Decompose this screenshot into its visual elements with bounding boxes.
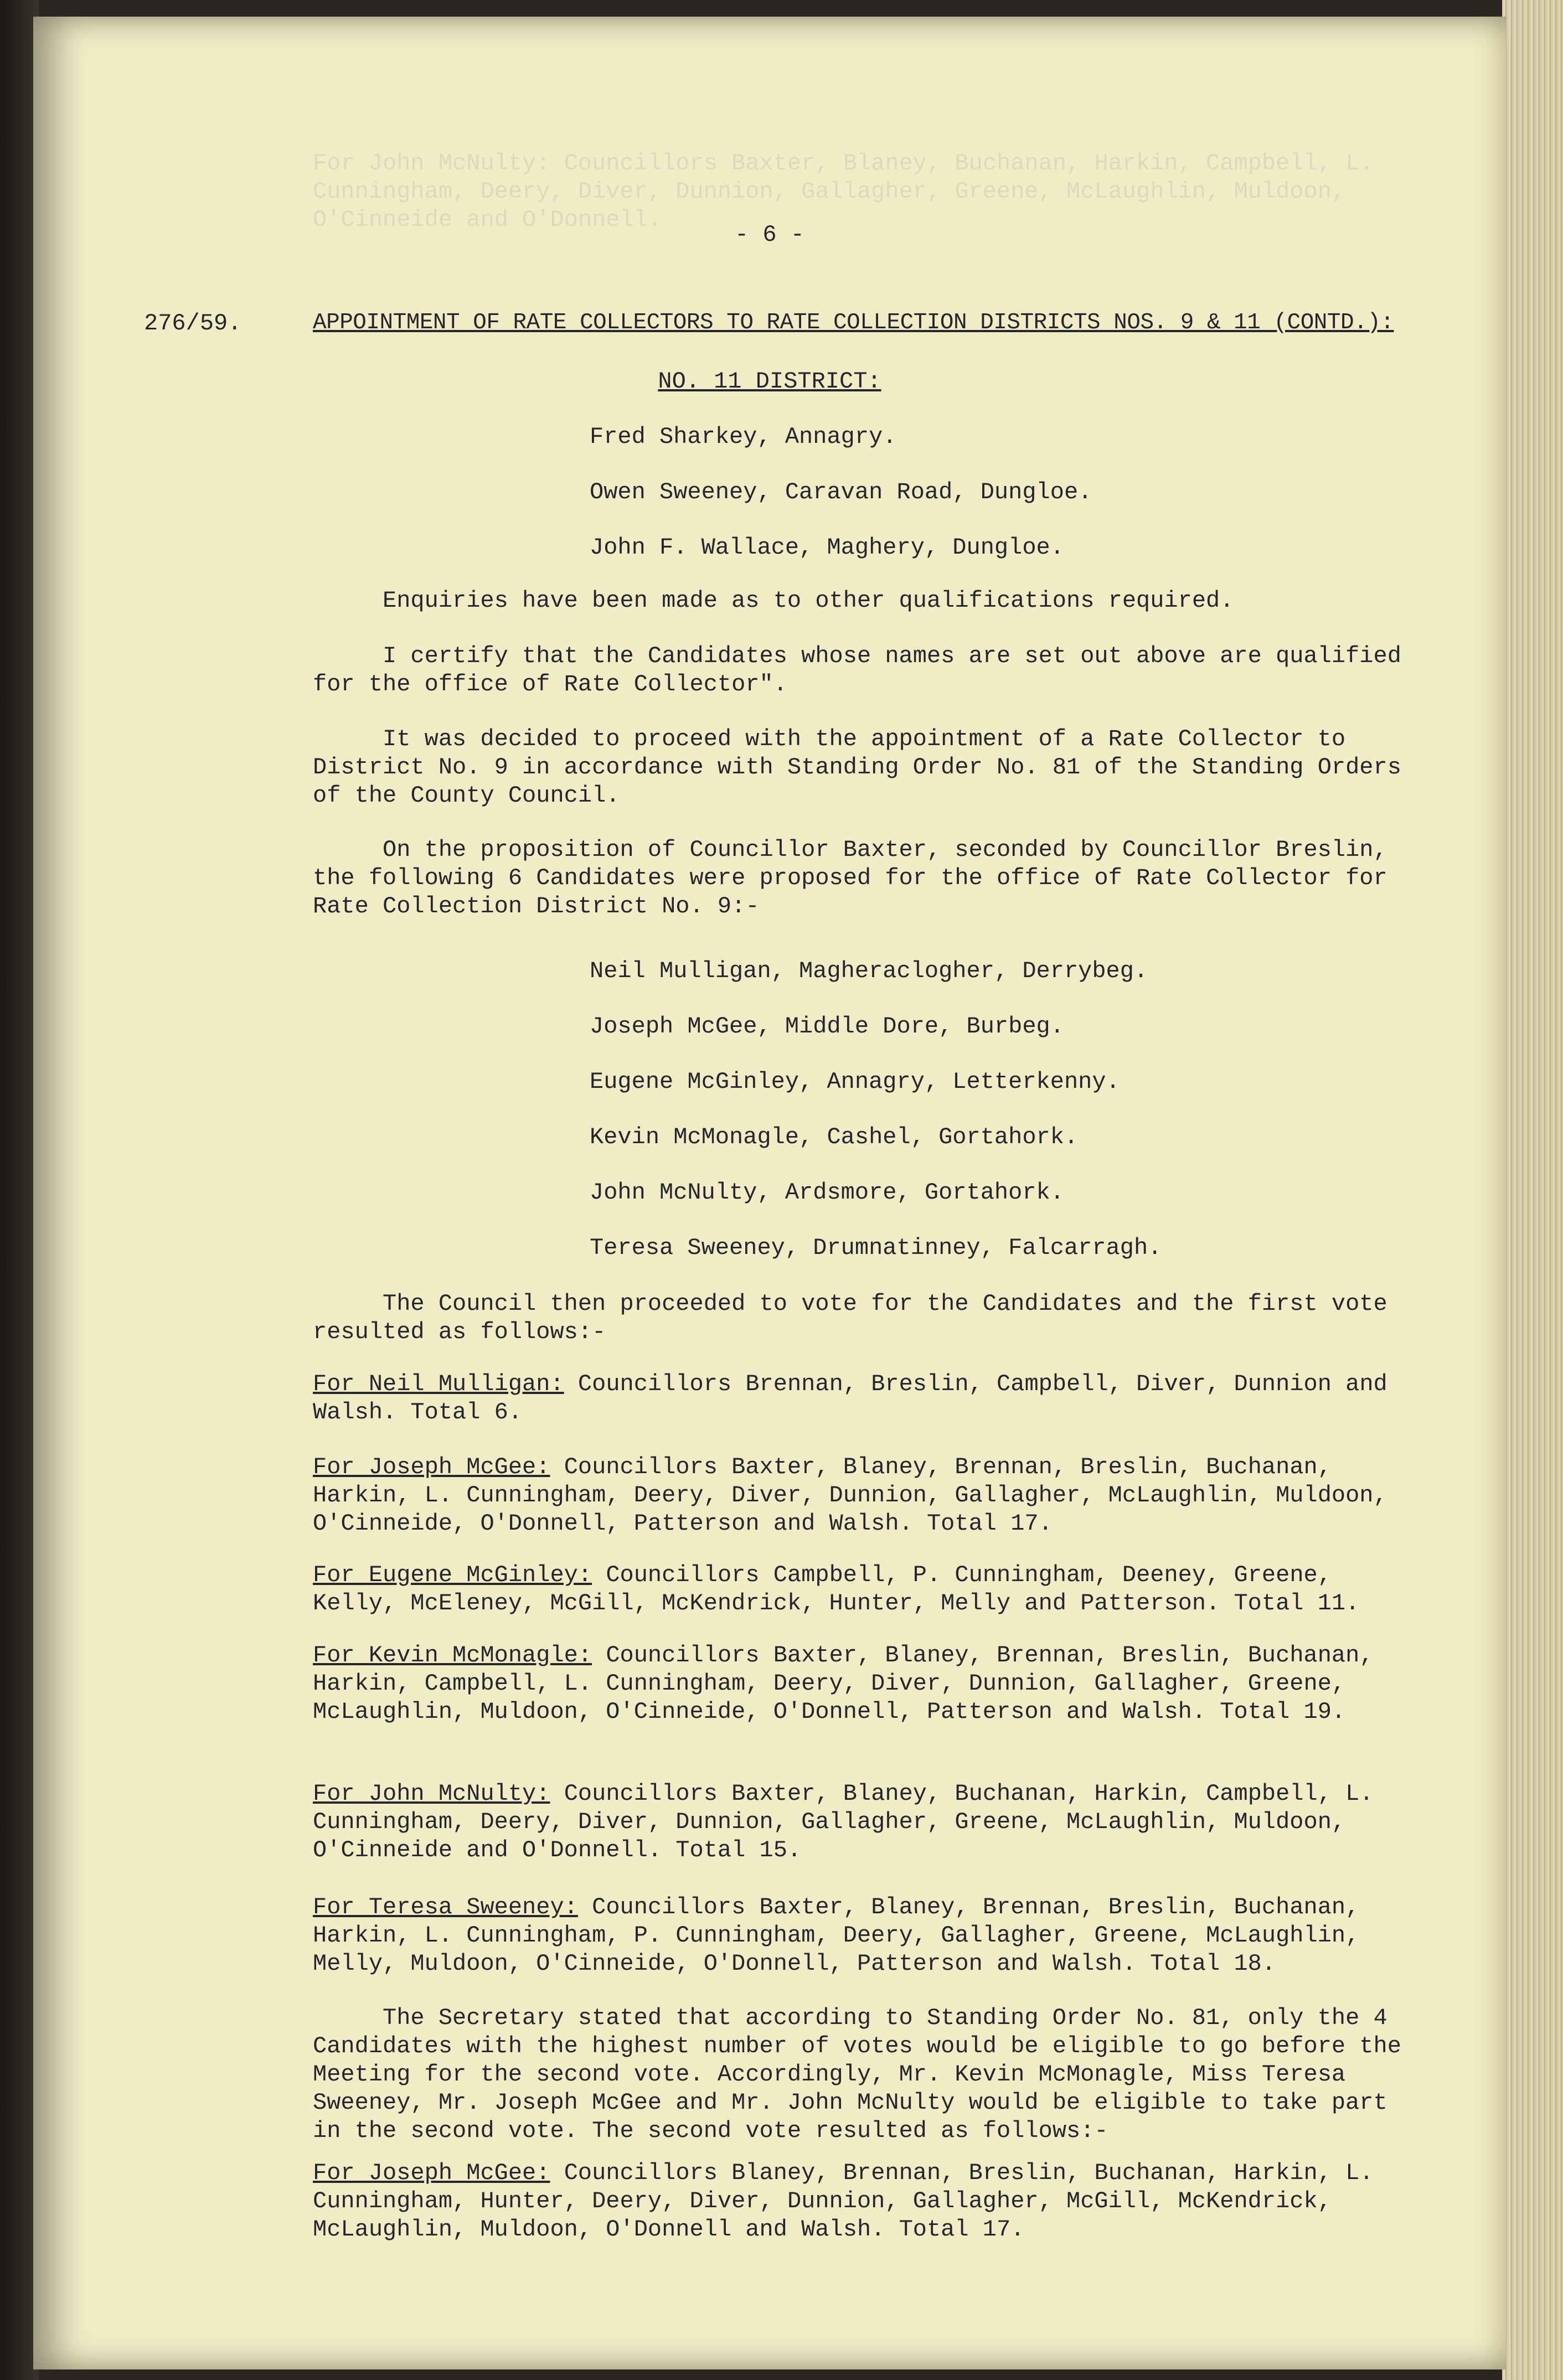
page-number: - 6 -: [734, 221, 805, 248]
district9-candidate: Joseph McGee, Middle Dore, Burbeg.: [590, 1013, 1064, 1040]
district9-candidate: Teresa Sweeney, Drumnatinney, Falcarragh.: [590, 1235, 1162, 1261]
vote-label: For Teresa Sweeney:: [313, 1894, 578, 1920]
vote-label: For Eugene McGinley:: [313, 1562, 592, 1588]
vote-entry: For Eugene McGinley: Councillors Campbell, P. Cunningham, Deeney, Greene, Kelly, McEleney, McGill, McKendrick, Hunter, Melly and Patterson. Total 11.: [313, 1562, 1360, 1617]
page-edges: [1502, 0, 1563, 2380]
vote-label: For John McNulty:: [313, 1780, 550, 1807]
district9-candidate: Eugene McGinley, Annagry, Letterkenny.: [590, 1068, 1120, 1095]
vote-label: For Joseph McGee:: [313, 2160, 550, 2186]
show-through-text: For John McNulty: Councillors Baxter, Blaney, Buchanan, Harkin, Campbell, L. Cunningham, Deery, Diver, Dunnion, Gallagher, Greene, McLaughlin, Muldoon, O'Cinneide and O'Donnell.: [313, 150, 1374, 233]
decided-paragraph: It was decided to proceed with the appointment of a Rate Collector to District No. 9 in accordance with Standing Order No. 81 of the Standing Orders of the County Council.: [313, 726, 1401, 809]
council-vote-paragraph: The Council then proceeded to vote for the Candidates and the first vote resulted as follows:-: [313, 1290, 1387, 1345]
certify-paragraph: I certify that the Candidates whose names are set out above are qualified for the office of Rate Collector".: [313, 643, 1401, 698]
district9-candidate: Neil Mulligan, Magheraclogher, Derrybeg.: [590, 958, 1148, 984]
district9-candidate: Kevin McMonagle, Cashel, Gortahork.: [590, 1124, 1079, 1150]
district11-candidate: John F. Wallace, Maghery, Dungloe.: [590, 534, 1064, 561]
vote-entry: For Joseph McGee: Councillors Baxter, Blaney, Brennan, Breslin, Buchanan, Harkin, L. Cunningham, Deery, Diver, Dunnion, Gallagher, McLaughlin, Muldoon, O'Cinneide, O'Donnell, Patterson and Walsh. Total 17.: [313, 1454, 1387, 1537]
district9-candidate: John McNulty, Ardsmore, Gortahork.: [590, 1179, 1064, 1206]
vote-label: For Neil Mulligan:: [313, 1371, 564, 1397]
document-page: [33, 17, 1506, 2369]
section-heading: APPOINTMENT OF RATE COLLECTORS TO RATE COLLECTION DISTRICTS NOS. 9 & 11 (CONTD.):: [313, 310, 1394, 335]
district11-candidate: Fred Sharkey, Annagry.: [590, 424, 897, 450]
enquiries-paragraph: Enquiries have been made as to other qualifications required.: [383, 587, 1234, 614]
secretary-paragraph: The Secretary stated that according to Standing Order No. 81, only the 4 Candidates with the highest number of votes would be eligible to go before the Meeting for the second vote. Accordingly, Mr. Kevin McMonagle, Miss Teresa Sweeney, Mr. Joseph McGee and Mr. John McNulty would be eligible to take part in the second vote. The second vote resulted as follows:-: [313, 2005, 1401, 2144]
proposition-paragraph: On the proposition of Councillor Baxter, seconded by Councillor Breslin, the following 6 Candidates were proposed for the office of Rate Collector for Rate Collection District No. 9:-: [313, 837, 1387, 920]
vote-entry: For Neil Mulligan: Councillors Brennan, Breslin, Campbell, Diver, Dunnion and Walsh. Total 6.: [313, 1371, 1387, 1426]
district11-candidate: Owen Sweeney, Caravan Road, Dungloe.: [590, 479, 1092, 505]
vote-label: For Kevin McMonagle:: [313, 1642, 592, 1669]
vote-entry: For Joseph McGee: Councillors Blaney, Brennan, Breslin, Buchanan, Harkin, L. Cunningham, Hunter, Deery, Diver, Dunnion, Gallagher, McGill, McKendrick, McLaughlin, Muldoon, O'Donnell and Walsh. Total 17.: [313, 2160, 1374, 2243]
vote-entry: For Kevin McMonagle: Councillors Baxter, Blaney, Brennan, Breslin, Buchanan, Harkin, Campbell, L. Cunningham, Deery, Diver, Dunnion, Gallagher, Greene, McLaughlin, Muldoon, O'Cinneide, O'Donnell, Patterson and Walsh. Total 19.: [313, 1642, 1374, 1725]
vote-entry: For John McNulty: Councillors Baxter, Blaney, Buchanan, Harkin, Campbell, L. Cunningham, Deery, Diver, Dunnion, Gallagher, Greene, McLaughlin, Muldoon, O'Cinneide and O'Donnell. Total 15.: [313, 1780, 1374, 1863]
vote-label: For Joseph McGee:: [313, 1454, 550, 1480]
vote-entry: For Teresa Sweeney: Councillors Baxter, Blaney, Brennan, Breslin, Buchanan, Harkin, L. Cunningham, P. Cunningham, Deery, Gallagher, Greene, McLaughlin, Melly, Muldoon, O'Cinneide, O'Donnell, Patterson and Walsh. Total 18.: [313, 1894, 1360, 1977]
district-subheading: NO. 11 DISTRICT:: [658, 368, 881, 395]
margin-reference: 276/59.: [144, 310, 242, 337]
